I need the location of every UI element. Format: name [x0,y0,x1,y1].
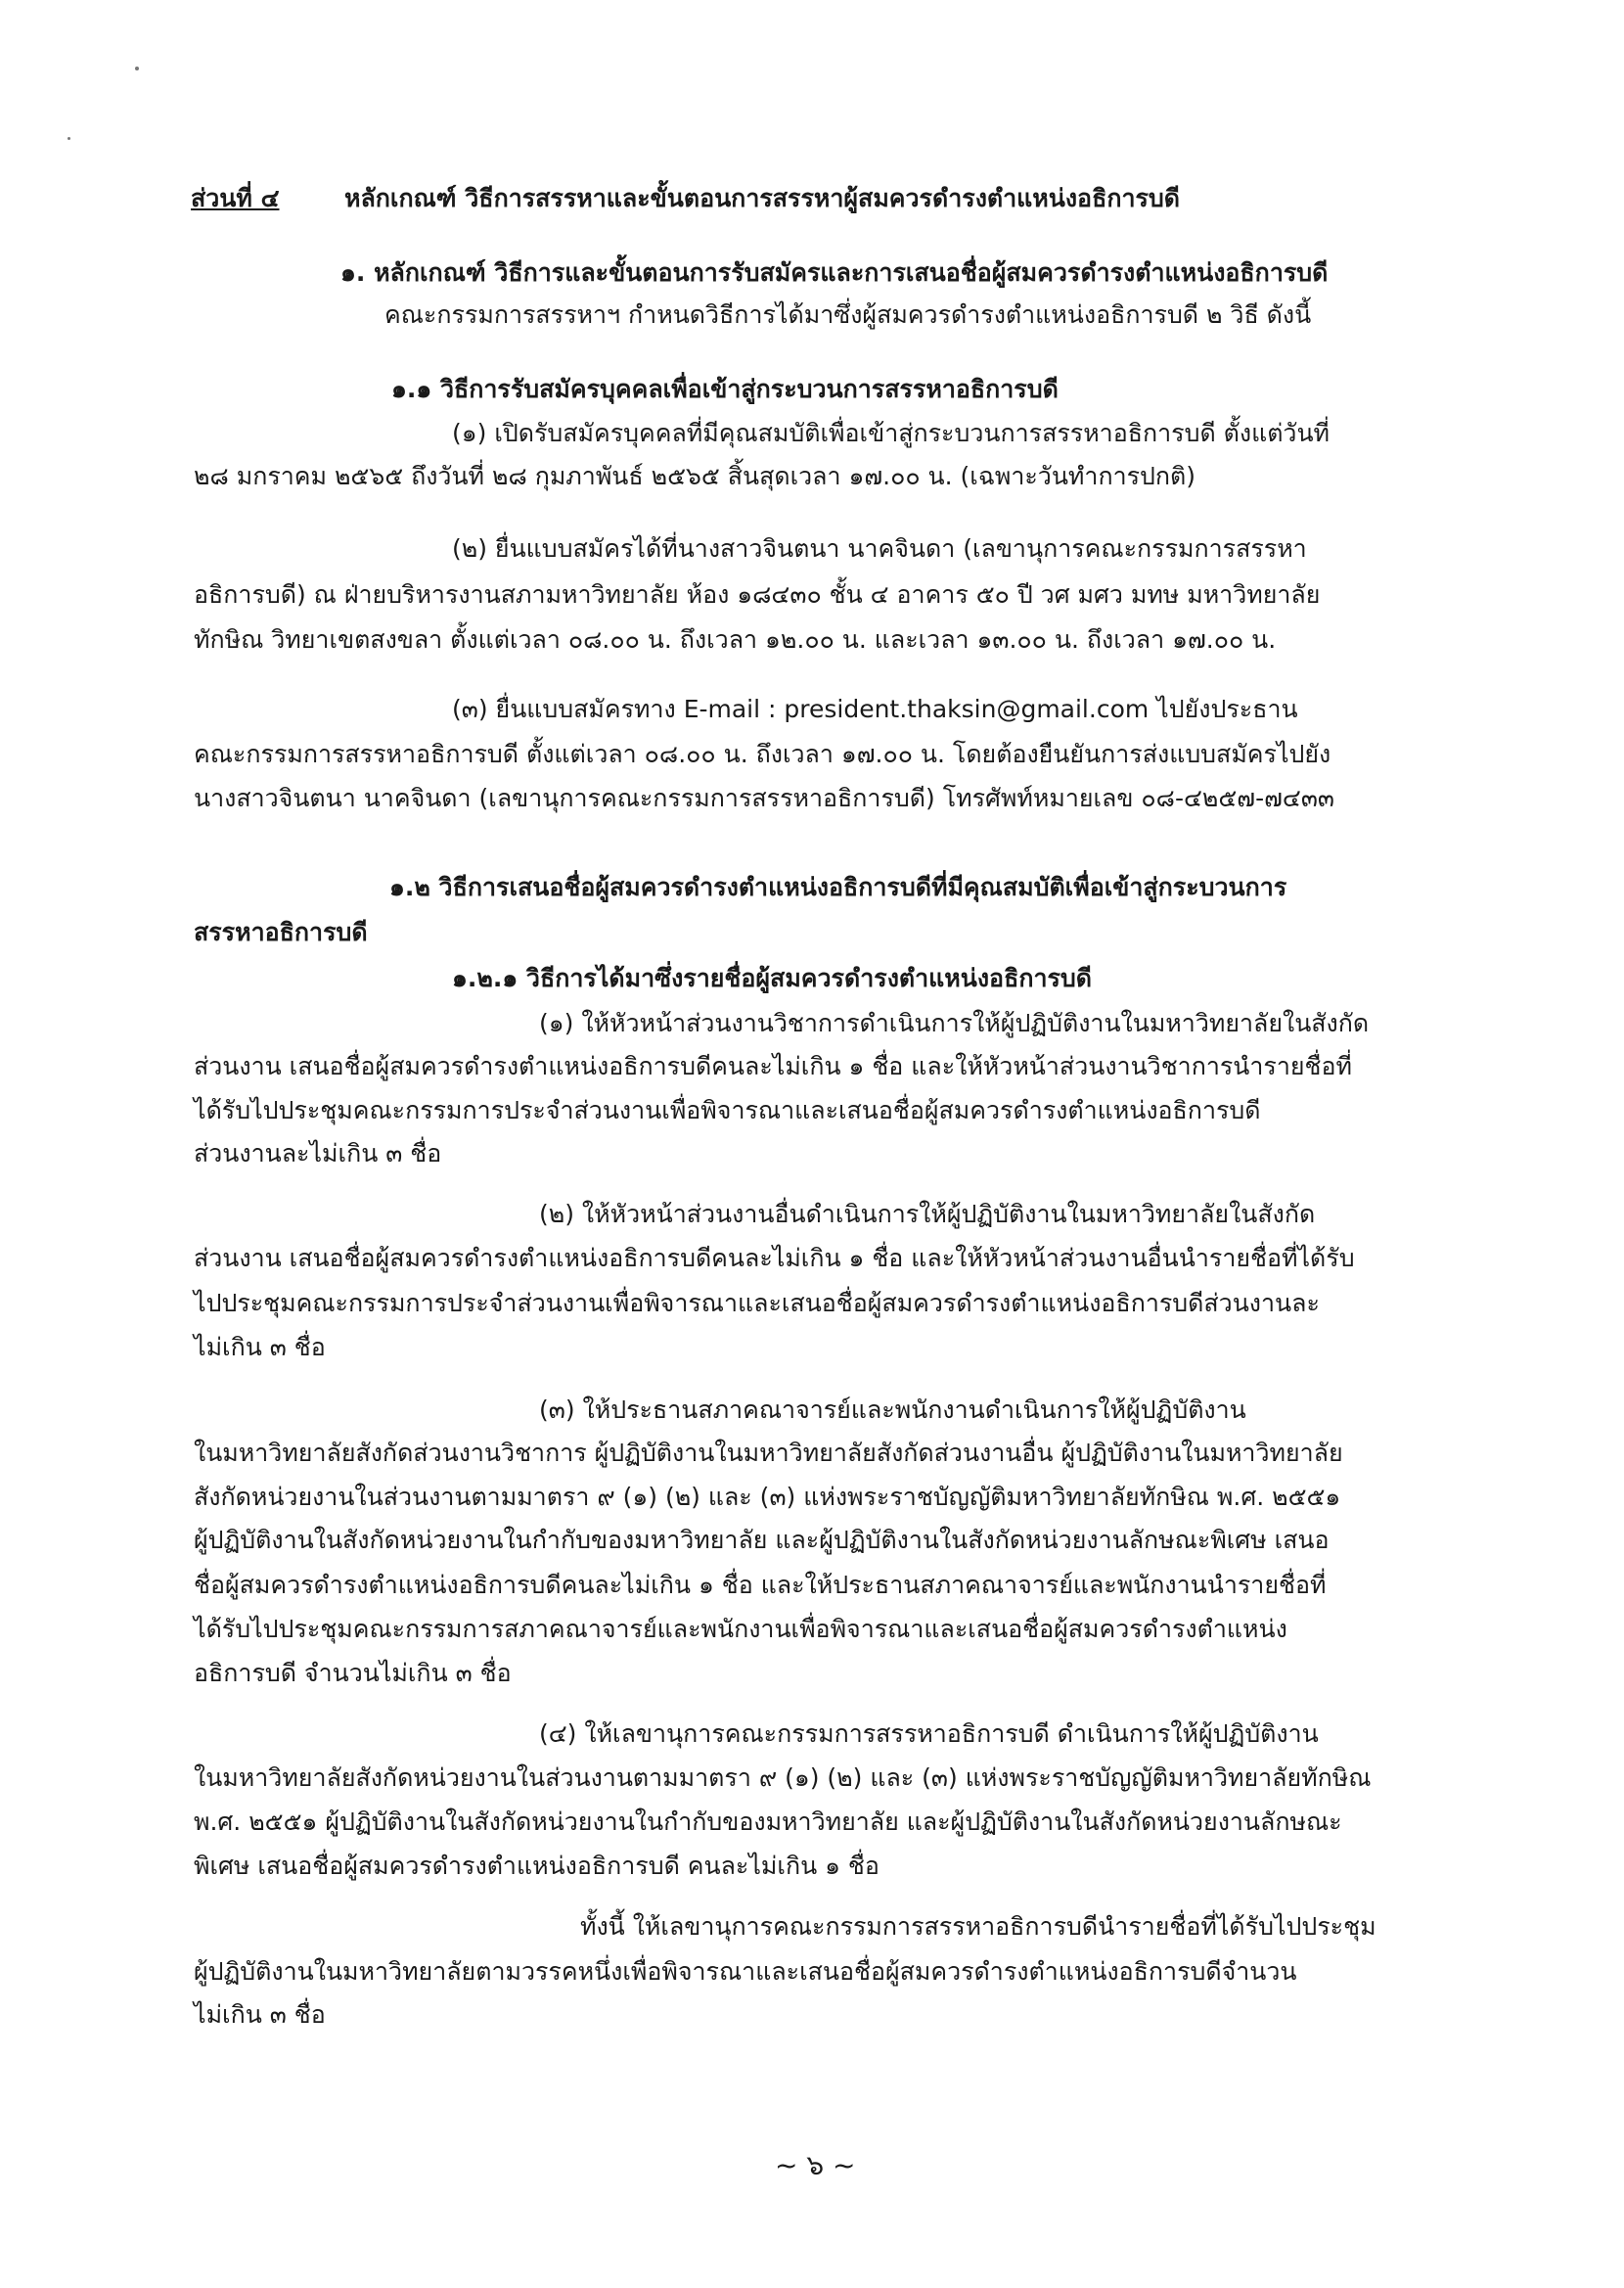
item-1-1-heading: ๑.๑ วิธีการรับสมัครบุคคลเพื่อเข้าสู่กระบวนการสรรหาอธิการบดี [391,375,1059,403]
item-1-1-p1-line: ๒๘ มกราคม ๒๕๖๕ ถึงวันที่ ๒๘ กุมภาพันธ์ ๒๕๖๕ สิ้นสุดเวลา ๑๗.๐๐ น. (เฉพาะวันทำการปกติ) [194,462,1196,490]
item-1-2-1-p3-line: ผู้ปฏิบัติงานในสังกัดหน่วยงานในกำกับของมหาวิทยาลัย และผู้ปฏิบัติงานในสังกัดหน่วยงานลักษณะพิเศษ เสนอ [194,1526,1330,1554]
item-1-2-1-p1-line: (๑) ให้หัวหน้าส่วนงานวิชาการดำเนินการให้ผู้ปฏิบัติงานในมหาวิทยาลัยในสังกัด [539,1009,1370,1037]
scan-speck [135,67,139,70]
item-1-2-1-p3-line: ได้รับไปประชุมคณะกรรมการสภาคณาจารย์และพนักงานเพื่อพิจารณาและเสนอชื่อผู้สมควรดำรงตำแหน่ง [194,1615,1287,1643]
item-1-2-1-p1-line: ส่วนงานละไม่เกิน ๓ ชื่อ [194,1139,442,1167]
item-1-2-1-p2-line: ไปประชุมคณะกรรมการประจำส่วนงานเพื่อพิจารณาและเสนอชื่อผู้สมควรดำรงตำแหน่งอธิการบดีส่วนงานละ [194,1289,1320,1317]
item-1-2-1-p4-line: (๔) ให้เลขานุการคณะกรรมการสรรหาอธิการบดี ดำเนินการให้ผู้ปฏิบัติงาน [539,1719,1319,1748]
item-1-intro: คณะกรรมการสรรหาฯ กำหนดวิธีการได้มาซึ่งผู้สมควรดำรงตำแหน่งอธิการบดี ๒ วิธี ดังนี้ [384,300,1312,329]
item-1-2-1-p5-line: ผู้ปฏิบัติงานในมหาวิทยาลัยตามวรรคหนึ่งเพื่อพิจารณาและเสนอชื่อผู้สมควรดำรงตำแหน่งอธิการบดีจำนวน [194,1957,1297,1986]
item-1-2-1-p5-line: ทั้งนี้ ให้เลขานุการคณะกรรมการสรรหาอธิการบดีนำรายชื่อที่ได้รับไปประชุม [580,1912,1376,1941]
item-1-2-1-p3-line: ชื่อผู้สมควรดำรงตำแหน่งอธิการบดีคนละไม่เกิน ๑ ชื่อ และให้ประธานสภาคณาจารย์และพนักงานนำรายชื่อที่ [194,1571,1327,1599]
item-1-2-1-p4-line: ในมหาวิทยาลัยสังกัดหน่วยงานในส่วนงานตามมาตรา ๙ (๑) (๒) และ (๓) แห่งพระราชบัญญัติมหาวิทยาลัยทักษิณ [194,1763,1372,1792]
item-1-2-1-p2-line: ส่วนงาน เสนอชื่อผู้สมควรดำรงตำแหน่งอธิการบดีคนละไม่เกิน ๑ ชื่อ และให้หัวหน้าส่วนงานอื่นนำรายชื่อที่ได้รับ [194,1244,1355,1272]
scan-speck [68,137,70,140]
item-1-1-p2-line: อธิการบดี) ณ ฝ่ายบริหารงานสภามหาวิทยาลัย ห้อง ๑๘๔๓๐ ชั้น ๔ อาคาร ๕๐ ปี วศ มศว มทษ มหาวิทยาลัย [194,580,1321,609]
item-1-2-1-p2-line: ไม่เกิน ๓ ชื่อ [194,1333,326,1361]
page-number: ~ ๖ ~ [775,2149,856,2181]
item-1-1-p2-line: (๒) ยื่นแบบสมัครได้ที่นางสาวจินตนา นาคจินดา (เลขานุการคณะกรรมการสรรหา [452,534,1307,563]
item-1-1-p2-line: ทักษิณ วิทยาเขตสงขลา ตั้งแต่เวลา ๐๘.๐๐ น. ถึงเวลา ๑๒.๐๐ น. และเวลา ๑๓.๐๐ น. ถึงเวลา ๑๗.๐๐ น. [194,625,1277,654]
item-1-2-1-p3-line: สังกัดหน่วยงานในส่วนงานตามมาตรา ๙ (๑) (๒) และ (๓) แห่งพระราชบัญญัติมหาวิทยาลัยทักษิณ พ.ศ. ๒๕๕๑ [194,1483,1341,1511]
item-1-2-1-p4-line: พ.ศ. ๒๕๕๑ ผู้ปฏิบัติงานในสังกัดหน่วยงานในกำกับของมหาวิทยาลัย และผู้ปฏิบัติงานในสังกัดหน่วยงานลักษณะ [194,1808,1342,1836]
item-1-2-1-p4-line: พิเศษ เสนอชื่อผู้สมควรดำรงตำแหน่งอธิการบดี คนละไม่เกิน ๑ ชื่อ [194,1852,880,1880]
item-1-2-1-p3-line: อธิการบดี จำนวนไม่เกิน ๓ ชื่อ [194,1659,512,1687]
item-1-2-1-p2-line: (๒) ให้หัวหน้าส่วนงานอื่นดำเนินการให้ผู้ปฏิบัติงานในมหาวิทยาลัยในสังกัด [539,1200,1316,1228]
item-1-1-p3-line: คณะกรรมการสรรหาอธิการบดี ตั้งแต่เวลา ๐๘.๐๐ น. ถึงเวลา ๑๗.๐๐ น. โดยต้องยืนยันการส่งแบบสมัครไปยัง [194,740,1331,768]
section-label: ส่วนที่ ๔ [191,184,280,212]
item-1-1-p3-line: (๓) ยื่นแบบสมัครทาง E-mail : president.thaksin@gmail.com ไปยังประธาน [452,695,1298,723]
item-1-heading: ๑. หลักเกณฑ์ วิธีการและขั้นตอนการรับสมัครและการเสนอชื่อผู้สมควรดำรงตำแหน่งอธิการบดี [340,258,1329,287]
section-title: หลักเกณฑ์ วิธีการสรรหาและขั้นตอนการสรรหาผู้สมควรดำรงตำแหน่งอธิการบดี [344,184,1181,212]
item-1-1-p3-line: นางสาวจินตนา นาคจินดา (เลขานุการคณะกรรมการสรรหาอธิการบดี) โทรศัพท์หมายเลข ๐๘-๔๒๕๗-๗๔๓๓ [194,784,1335,812]
item-1-2-1-p3-line: (๓) ให้ประธานสภาคณาจารย์และพนักงานดำเนินการให้ผู้ปฏิบัติงาน [539,1396,1246,1424]
item-1-1-p1-line: (๑) เปิดรับสมัครบุคคลที่มีคุณสมบัติเพื่อเข้าสู่กระบวนการสรรหาอธิการบดี ตั้งแต่วันที่ [452,419,1331,447]
item-1-2-heading: ๑.๒ วิธีการเสนอชื่อผู้สมควรดำรงตำแหน่งอธิการบดีที่มีคุณสมบัติเพื่อเข้าสู่กระบวนการ [389,873,1287,901]
item-1-2-1-p1-line: ได้รับไปประชุมคณะกรรมการประจำส่วนงานเพื่อพิจารณาและเสนอชื่อผู้สมควรดำรงตำแหน่งอธิการบดี [194,1096,1261,1124]
item-1-2-1-p5-line: ไม่เกิน ๓ ชื่อ [194,2000,326,2029]
item-1-2-1-p3-line: ในมหาวิทยาลัยสังกัดส่วนงานวิชาการ ผู้ปฏิบัติงานในมหาวิทยาลัยสังกัดส่วนงานอื่น ผู้ปฏิบัติงานในมหาวิทยาลัย [194,1439,1343,1467]
item-1-2-1-p1-line: ส่วนงาน เสนอชื่อผู้สมควรดำรงตำแหน่งอธิการบดีคนละไม่เกิน ๑ ชื่อ และให้หัวหน้าส่วนงานวิชาการนำรายชื่อที่ [194,1052,1353,1080]
item-1-2-1-heading: ๑.๒.๑ วิธีการได้มาซึ่งรายชื่อผู้สมควรดำรงตำแหน่งอธิการบดี [452,964,1093,992]
item-1-2-heading-cont: สรรหาอธิการบดี [194,918,368,946]
